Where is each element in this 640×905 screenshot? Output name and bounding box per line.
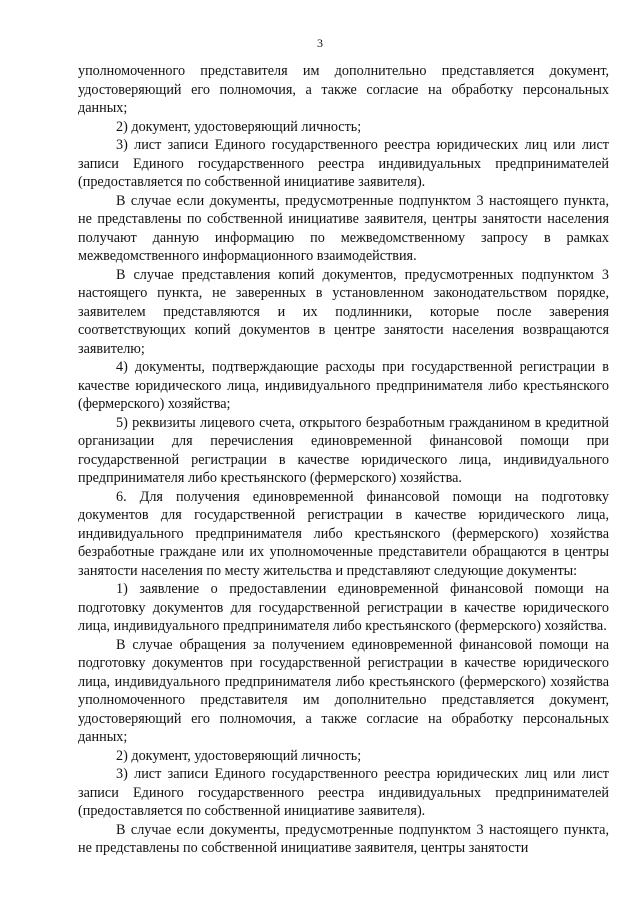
paragraph: 6. Для получения единовременной финансовой помощи на подготовку документов для государственной регистрации в качестве юридического лица, индивидуального предпринимателя либо крестьянского (фермерского) хозяйства безработные граждане или их уполномоченные представители обращаются в центры занятости населения по месту жительства и представляют следующие документы: xyxy=(78,488,609,579)
paragraph: В случае представления копий документов, предусмотренных подпунктом 3 настоящего пункта, не заверенных в установленном законодательством порядке, заявителем представляются и их подлинники, которые после заверения соответствующих копий документов в центре занятости населения возвращаются заявителю; xyxy=(78,266,609,357)
paragraph: 2) документ, удостоверяющий личность; xyxy=(116,747,362,764)
paragraph: 1) заявление о предоставлении единовременной финансовой помощи на подготовку документов для государственной регистрации в качестве юридического лица, индивидуального предпринимателя либо крестьянского (фермерского) хозяйства. xyxy=(78,581,609,634)
paragraph: В случае если документы, предусмотренные подпунктом 3 настоящего пункта, не представлены по собственной инициативе заявителя, центры занятости населения получают данную информацию по межведомственному запросу в рамках межведомственного информационного взаимодействия. xyxy=(78,192,609,264)
paragraph: 5) реквизиты лицевого счета, открытого безработным гражданином в кредитной организации для перечисления единовременной финансовой помощи при государственной регистрации в качестве юридического лица, индивидуального предпринимателя либо крестьянского (фермерского) хозяйства. xyxy=(78,414,609,486)
paragraph: 3) лист записи Единого государственного реестра юридических лиц или лист записи Единого государственного реестра индивидуальных предпринимателей (предоставляется по собственной инициативе заявителя). xyxy=(78,766,609,819)
paragraph: 4) документы, подтверждающие расходы при государственной регистрации в качестве юридического лица, индивидуального предпринимателя либо крестьянского (фермерского) хозяйства; xyxy=(78,359,609,412)
paragraph: уполномоченного представителя им дополнительно представляется документ, удостоверяющий его полномочия, а также согласие на обработку персональных данных; xyxy=(78,63,609,116)
paragraph: 2) документ, удостоверяющий личность; xyxy=(116,118,362,135)
paragraph: В случае если документы, предусмотренные подпунктом 3 настоящего пункта, не представлены по собственной инициативе заявителя, центры занятости xyxy=(78,821,609,856)
document-body xyxy=(78,62,609,858)
paragraph: 3) лист записи Единого государственного реестра юридических лиц или лист записи Единого государственного реестра индивидуальных предпринимателей (предоставляется по собственной инициативе заявителя). xyxy=(78,137,609,190)
paragraph: В случае обращения за получением единовременной финансовой помощи на подготовку документов при государственной регистрации в качестве юридического лица, индивидуального предпринимателя либо крестьянского (фермерского) хозяйства уполномоченного представителя им дополнительно представляется документ, удостоверяющий его полномочия, а также согласие на обработку персональных данных; xyxy=(78,636,609,745)
page-number: 3 xyxy=(317,36,323,50)
